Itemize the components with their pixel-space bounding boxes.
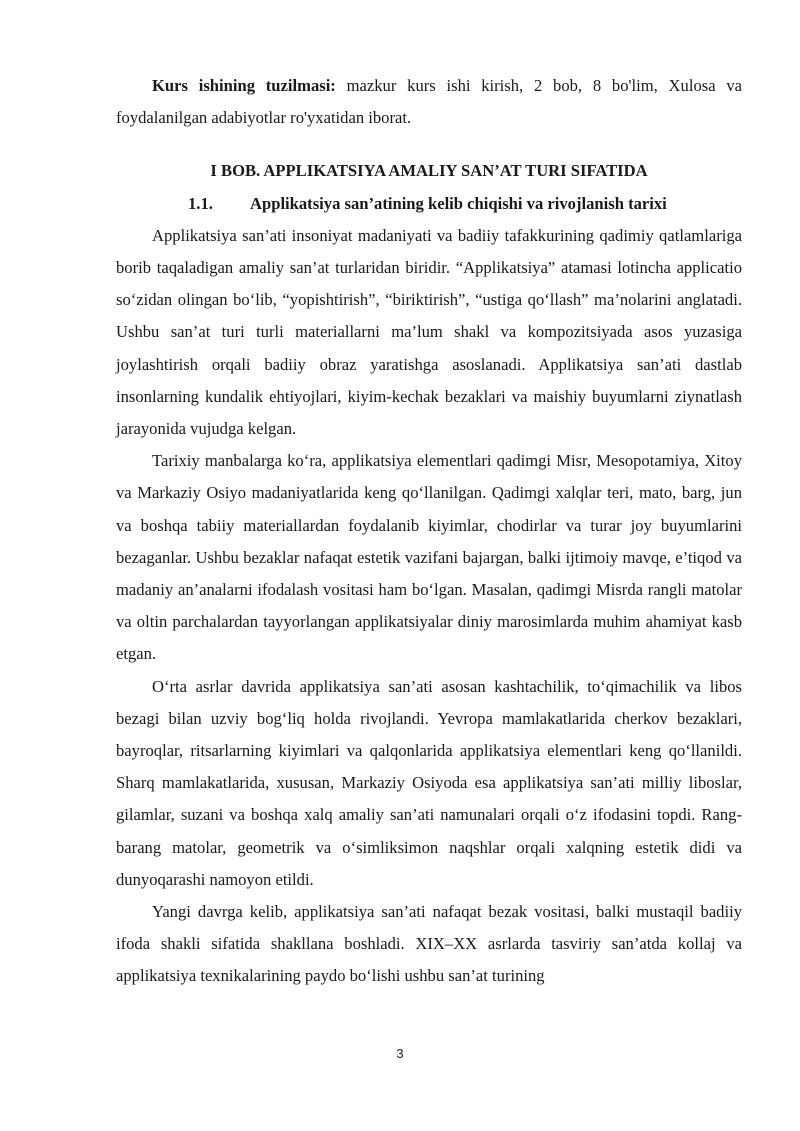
section-title: Applikatsiya san’atining kelib chiqishi va rivojlanish tarixi (250, 193, 667, 213)
section-heading (116, 188, 742, 220)
intro-lead-bold: Kurs ishining tuzilmasi: (152, 76, 336, 95)
body-paragraph-3: O‘rta asrlar davrida applikatsiya san’ati asosan kashtachilik, to‘qimachilik va libos bezagi bilan uzviy bog‘liq holda rivojlandi. Yevropa mamlakatlarida cherkov bezaklari, bayroqlar, ritsarlarning kiyimlari va qalqonlarida applikatsiya elementlari keng qo‘llanildi. Sharq mamlakatlarida, xususan, Markaziy Osiyoda esa applikatsiya san’ati milliy liboslar, gilamlar, suzani va boshqa xalq amaliy san’ati namunalari orqali o‘z ifodasini topdi. Rang-barang matolar, geometrik va o‘simliksimon naqshlar orqali xalqning estetik didi va dunyoqarashi namoyon etildi. (116, 676, 742, 889)
page-number: 3 (396, 1046, 404, 1061)
section-number: 1.1. (188, 193, 213, 213)
intro-lead-text: mazkur kurs ishi kirish, 2 bob, 8 bo'lim, Xulosa va foydalanilgan adabiyotlar ro'yxatidan iborat. (116, 76, 742, 128)
chapter-title: I BOB. APPLIKATSIYA AMALIY SAN’AT TURI SIFATIDA (210, 161, 648, 181)
body-paragraph-2: Tarixiy manbalarga ko‘ra, applikatsiya elementlari qadimgi Misr, Mesopotamiya, Xitoy va Markaziy Osiyo madaniyatlarida keng qo‘llanilgan. Qadimgi xalqlar teri, mato, barg, jun va boshqa tabiiy materiallardan foydalanib kiyimlar, chodirlar va turar joy buyumlarini bezaganlar. Ushbu bezaklar nafaqat estetik vazifani bajargan, balki ijtimoiy mavqe, e’tiqod va madaniy an’analarni ifodalash vositasi ham bo‘lgan. Masalan, qadimgi Misrda rangli matolar va oltin parchalardan tayyorlangan applikatsiyalar diniy marosimlarda muhim ahamiyat kasb etgan. (116, 451, 742, 664)
intro-paragraph (116, 70, 742, 134)
document-page (116, 70, 742, 993)
body-paragraph-1: Applikatsiya san’ati insoniyat madaniyati va badiiy tafakkurining qadimiy qatlamlariga borib taqaladigan amaliy san’at turlaridan biridir. “Applikatsiya” atamasi lotincha applicatio so‘zidan olingan bo‘lib, “yopishtirish”, “biriktirish”, “ustiga qo‘llash” ma’nolarini anglatadi. Ushbu san’at turi turli materiallarni ma’lum shakl va kompozitsiyada asos yuzasiga joylashtirish orqali badiiy obraz yaratishga asoslanadi. Applikatsiya san’ati dastlab insonlarning kundalik ehtiyojlari, kiyim-kechak bezaklari va maishiy buyumlarni ziynatlash jarayonida vujudga kelgan. (116, 225, 742, 439)
body-paragraph-4: Yangi davrga kelib, applikatsiya san’ati nafaqat bezak vositasi, balki mustaqil badiiy ifoda shakli sifatida shakllana boshladi. XIX–XX asrlarda tasviriy san’atda kollaj va applikatsiya texnikalarining paydo bo‘lishi ushbu san’at turining (116, 902, 742, 986)
